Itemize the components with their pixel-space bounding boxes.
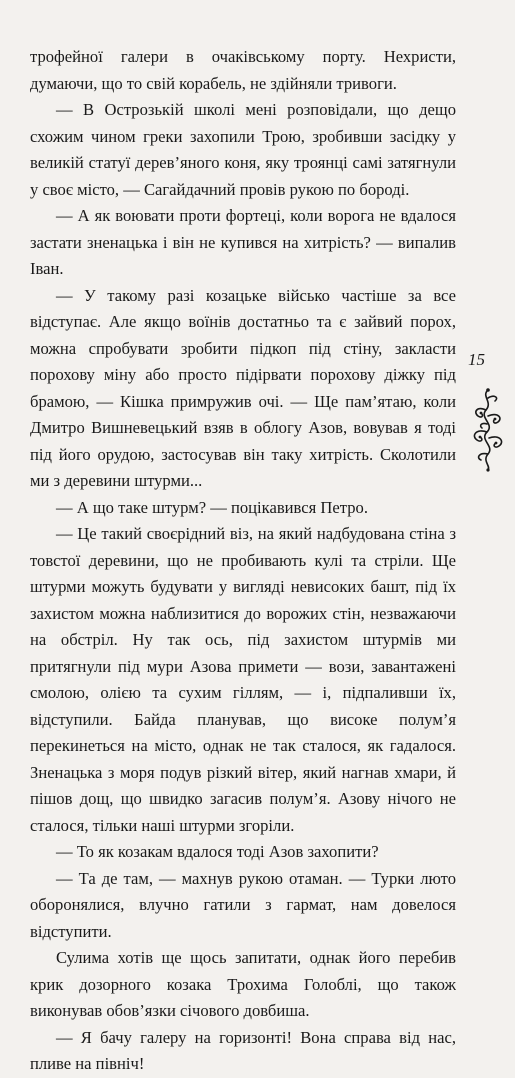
page-number: 15 <box>468 350 485 369</box>
paragraph: — У такому разі козацьке військо частіше за все відступає. Але якщо воїнів достатньо та є зайвий порох, можна спробувати зробити підкоп під стіну, закласти порохову міну або просто підірвати порохову діжку під брамою, — Кішка примружив очі. — Ще пам’ятаю, коли Дмитро Вишневецький взяв в облогу Азов, вовував я тоді під його орудою, застосував він таку хитрість. Сколотили ми з деревини штурми... <box>30 285 456 490</box>
paragraph: — То як козакам вдалося тоді Азов захопити? <box>56 842 379 861</box>
paragraph: Сулима хотів ще щось запитати, однак його перебив крик дозорного козака Трохима Голоблі, що також виконував обов’язки січового довбиша. <box>30 948 456 1020</box>
paragraph: — А як воювати проти фортеці, коли ворога не вдалося застати зненацька і він не купився на хитрість? — випалив Іван. <box>30 206 456 278</box>
floral-ornament-icon <box>467 386 509 472</box>
paragraph: трофейної галери в очаківському порту. Нехристи, думаючи, що то свій корабель, не здійняли тривоги. <box>30 47 456 93</box>
paragraph: — А що таке штурм? — поцікавився Петро. <box>56 497 368 517</box>
page-body <box>30 44 456 1078</box>
paragraph: — В Острозькій школі мені розповідали, що дещо схожим чином греки захопили Трою, зробивши засідку у великій статуї дерев’яного коня, яку троянці самі затягнули у своє місто, — Сагайдачний провів рукою по бороді. <box>30 100 456 199</box>
paragraph: — Я бачу галеру на горизонті! Вона справа від нас, пливе на північ! <box>30 1027 456 1073</box>
paragraph: — Та де там, — махнув рукою отаман. — Турки люто оборонялися, влучно гатили з гармат, нам довелося відступити. <box>30 868 456 941</box>
paragraph: — Це такий своєрідний віз, на який надбудована стіна з товстої деревини, що не пробивають кулі та стріли. Ще штурми можуть будувати у вигляді невисоких башт, під їх захистом можна наблизитися до ворожих стін, незважаючи на обстріл. Ну так ось, під захистом штурмів ми притягнули під мури Азова примети — вози, завантажені смолою, олією та сухим гіллям, — і, підпаливши їх, відступили. Байда планував, що високе полум’я перекинеться на місто, однак не так сталося, як гадалося. Зненацька з моря подув різкий вітер, який нагнав хмари, й пішов дощ, що швидко загасив полум’я. Азову нічого не сталося, тільки наші штурми згоріли. <box>30 524 456 835</box>
